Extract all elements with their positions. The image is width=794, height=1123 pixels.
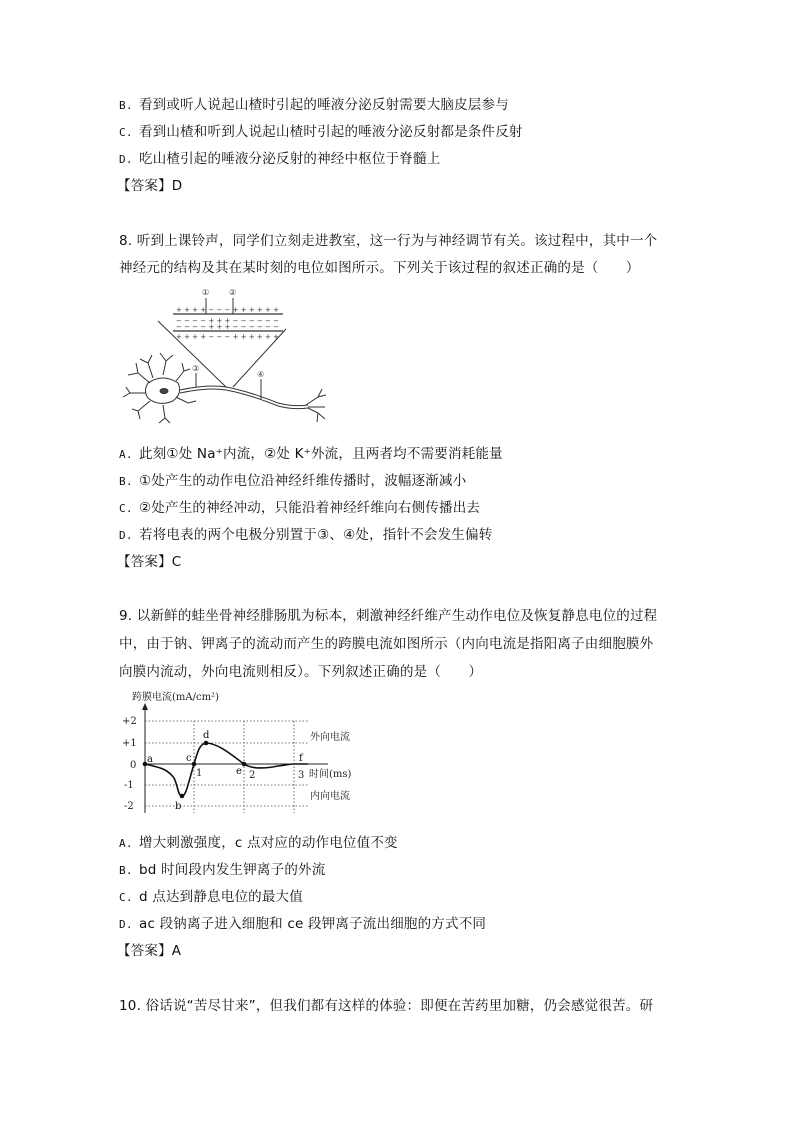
current-chart [118, 688, 368, 813]
option-letter: C. [119, 891, 133, 904]
svg-text:内向电流: 内向电流 [310, 791, 350, 802]
svg-text:③: ③ [192, 364, 200, 373]
q9-option-c [119, 888, 303, 907]
option-letter: A. [119, 837, 133, 850]
option-text: 看到或听人说起山楂时引起的唾液分泌反射需要大脑皮层参与 [139, 97, 509, 113]
svg-text:c: c [186, 753, 192, 764]
svg-text:①: ① [202, 288, 210, 297]
option-letter: B. [119, 99, 133, 112]
prev-option-c [119, 123, 523, 142]
prev-option-d [119, 150, 440, 169]
svg-text:d: d [203, 730, 210, 741]
svg-text:1: 1 [196, 768, 203, 779]
svg-text:f: f [299, 753, 303, 764]
option-text: 增大刺激强度，c 点对应的动作电位值不变 [139, 835, 398, 851]
svg-text:b: b [175, 801, 182, 812]
svg-text:跨膜电流(mA/cm²): 跨膜电流(mA/cm²) [132, 692, 219, 703]
svg-text:时间(ms): 时间(ms) [309, 769, 352, 780]
q8-stem-line-2: 神经元的结构及其在某时刻的电位如图所示。下列关于该过程的叙述正确的是（ ） [119, 260, 640, 276]
svg-text:+1: +1 [122, 738, 137, 749]
option-letter: C. [119, 502, 133, 515]
q8-option-b [119, 472, 466, 491]
neuron-figure [118, 283, 333, 428]
option-letter: D. [119, 153, 133, 166]
svg-text:+ + + + − − − + + + + + +: + + + + − − − + + + + + + [176, 333, 279, 341]
q8-stem-line-1: 8. 听到上课铃声，同学们立刻走进教室，这一行为与神经调节有关。该过程中，其中一个 [119, 233, 658, 249]
q9-stem-line-3: 向膜内流动，外向电流则相反）。下列叙述正确的是（ ） [119, 664, 483, 680]
prev-answer: 【答案】D [117, 178, 183, 194]
option-text: bd 时间段内发生钾离子的外流 [139, 862, 326, 878]
option-letter: B. [119, 475, 133, 488]
svg-text:+ + + + − − − + + + + + +: + + + + − − − + + + + + + [176, 306, 279, 314]
q8-option-a [119, 445, 503, 464]
svg-text:e: e [236, 766, 242, 777]
option-text: 看到山楂和听到人说起山楂时引起的唾液分泌反射都是条件反射 [139, 124, 523, 140]
option-text: 吃山楂引起的唾液分泌反射的神经中枢位于脊髓上 [139, 151, 441, 167]
option-letter: D. [119, 918, 133, 931]
option-text: ac 段钠离子进入细胞和 ce 段钾离子流出细胞的方式不同 [139, 916, 487, 932]
q8-option-d [119, 526, 492, 545]
svg-text:a: a [147, 754, 153, 765]
svg-text:-2: -2 [124, 801, 134, 812]
option-text: ①处产生的动作电位沿神经纤维传播时，波幅逐渐减小 [139, 473, 467, 489]
svg-text:− − − − + + + − − − − − −: − − − − + + + − − − − − − [176, 317, 279, 325]
q9-option-d [119, 915, 486, 934]
option-letter: C. [119, 126, 133, 139]
svg-text:②: ② [229, 288, 237, 297]
q9-option-a [119, 834, 398, 853]
svg-text:2: 2 [249, 770, 256, 781]
option-letter: A. [119, 448, 133, 461]
q10-stem-line-1: 10. 俗话说“苦尽甘来”，但我们都有这样的体验：即便在苦药里加糖，仍会感觉很苦。研 [119, 998, 654, 1014]
option-text: 若将电表的两个电极分别置于③、④处，指针不会发生偏转 [139, 527, 493, 543]
option-letter: D. [119, 529, 133, 542]
svg-text:④: ④ [257, 370, 265, 379]
q9-stem-line-2: 中，由于钠、钾离子的流动而产生的跨膜电流如图所示（内向电流是指阳离子由细胞膜外 [119, 636, 654, 652]
q9-answer: 【答案】A [117, 943, 182, 959]
option-letter: B. [119, 864, 133, 877]
q9-option-b [119, 861, 325, 880]
svg-text:-1: -1 [124, 780, 134, 791]
option-text: d 点达到静息电位的最大值 [139, 889, 303, 905]
prev-option-b [119, 96, 509, 115]
svg-text:− − − − + + + − − − − − −: − − − − + + + − − − − − − [176, 323, 279, 331]
svg-text:3: 3 [298, 770, 305, 781]
q8-answer: 【答案】C [117, 554, 182, 570]
option-text: ②处产生的神经冲动，只能沿着神经纤维向右侧传播出去 [139, 500, 481, 516]
svg-text:外向电流: 外向电流 [310, 732, 350, 743]
svg-text:0: 0 [130, 760, 137, 771]
q8-option-c [119, 499, 480, 518]
svg-text:+2: +2 [122, 716, 137, 727]
q9-stem-line-1: 9. 以新鲜的蛙坐骨神经腓肠肌为标本，刺激神经纤维产生动作电位及恢复静息电位的过程 [119, 608, 658, 624]
option-text: 此刻①处 Na⁺内流，②处 K⁺外流，且两者均不需要消耗能量 [139, 446, 503, 462]
